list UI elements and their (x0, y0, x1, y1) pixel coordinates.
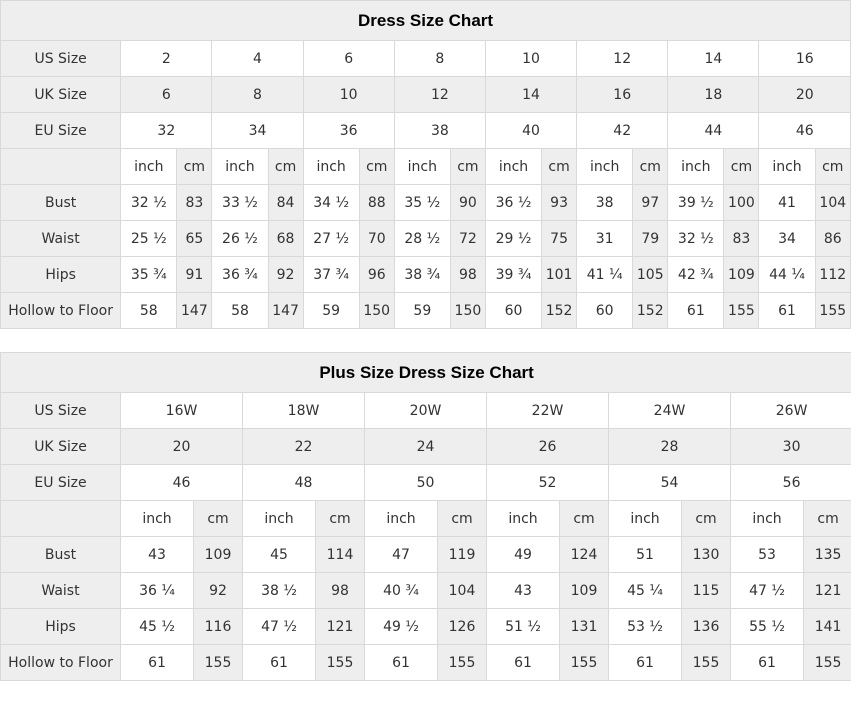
size-value-cell: 38 (394, 113, 485, 149)
size-value-cell: 6 (303, 41, 394, 77)
size-value-cell: 42 (577, 113, 668, 149)
measure-inch-cell: 25 ½ (121, 221, 177, 257)
measure-cm-cell: 121 (804, 573, 851, 609)
unit-cm-cell: cm (804, 501, 851, 537)
measure-inch-cell: 39 ¾ (485, 257, 541, 293)
row-label-cell: Hips (1, 609, 121, 645)
size-value-cell: 16W (121, 393, 243, 429)
measure-cm-cell: 92 (194, 573, 243, 609)
measure-cm-cell: 115 (682, 573, 731, 609)
measure-inch-cell: 36 ¾ (212, 257, 268, 293)
measure-inch-cell: 38 (577, 185, 633, 221)
measure-inch-cell: 51 (609, 537, 682, 573)
size-value-cell: 4 (212, 41, 303, 77)
measure-inch-cell: 61 (759, 293, 815, 329)
size-value-cell: 16 (577, 77, 668, 113)
measure-inch-cell: 40 ¾ (365, 573, 438, 609)
unit-inch-cell: inch (243, 501, 316, 537)
row-label-cell: UK Size (1, 429, 121, 465)
measure-cm-cell: 98 (450, 257, 485, 293)
size-value-cell: 22W (487, 393, 609, 429)
measure-inch-cell: 60 (577, 293, 633, 329)
measure-cm-cell: 96 (359, 257, 394, 293)
size-value-cell: 6 (121, 77, 212, 113)
row-label-cell: EU Size (1, 113, 121, 149)
measure-cm-cell: 147 (177, 293, 212, 329)
size-value-cell: 10 (485, 41, 576, 77)
measure-inch-cell: 35 ½ (394, 185, 450, 221)
measure-cm-cell: 109 (724, 257, 759, 293)
unit-inch-cell: inch (487, 501, 560, 537)
size-value-cell: 24W (609, 393, 731, 429)
measure-cm-cell: 150 (359, 293, 394, 329)
measure-cm-cell: 84 (268, 185, 303, 221)
measure-cm-cell: 91 (177, 257, 212, 293)
unit-cm-cell: cm (542, 149, 577, 185)
measure-cm-cell: 124 (560, 537, 609, 573)
row-label-cell: Hollow to Floor (1, 293, 121, 329)
measure-inch-cell: 41 ¼ (577, 257, 633, 293)
measure-cm-cell: 121 (316, 609, 365, 645)
size-value-cell: 54 (609, 465, 731, 501)
row-label-cell: Hips (1, 257, 121, 293)
unit-cm-cell: cm (633, 149, 668, 185)
size-value-cell: 20W (365, 393, 487, 429)
unit-inch-cell: inch (668, 149, 724, 185)
measure-cm-cell: 79 (633, 221, 668, 257)
measure-cm-cell: 130 (682, 537, 731, 573)
size-value-cell: 8 (394, 41, 485, 77)
measure-inch-cell: 31 (577, 221, 633, 257)
measure-inch-cell: 58 (212, 293, 268, 329)
measure-inch-cell: 41 (759, 185, 815, 221)
measure-cm-cell: 155 (804, 645, 851, 681)
row-label-cell: Hollow to Floor (1, 645, 121, 681)
measure-inch-cell: 49 (487, 537, 560, 573)
measure-inch-cell: 44 ¼ (759, 257, 815, 293)
measure-cm-cell: 100 (724, 185, 759, 221)
measure-cm-cell: 83 (724, 221, 759, 257)
unit-row-corner-cell (1, 501, 121, 537)
size-value-cell: 2 (121, 41, 212, 77)
unit-cm-cell: cm (177, 149, 212, 185)
size-value-cell: 36 (303, 113, 394, 149)
size-value-cell: 12 (577, 41, 668, 77)
measure-cm-cell: 147 (268, 293, 303, 329)
row-label-cell: Bust (1, 185, 121, 221)
measure-inch-cell: 47 ½ (243, 609, 316, 645)
measure-inch-cell: 28 ½ (394, 221, 450, 257)
measure-cm-cell: 65 (177, 221, 212, 257)
measure-inch-cell: 38 ½ (243, 573, 316, 609)
measure-inch-cell: 60 (485, 293, 541, 329)
dress-size-chart-table (0, 0, 851, 329)
size-value-cell: 46 (759, 113, 851, 149)
measure-cm-cell: 70 (359, 221, 394, 257)
row-label-cell: Waist (1, 573, 121, 609)
measure-cm-cell: 97 (633, 185, 668, 221)
measure-cm-cell: 88 (359, 185, 394, 221)
unit-inch-cell: inch (212, 149, 268, 185)
measure-inch-cell: 61 (668, 293, 724, 329)
measure-inch-cell: 61 (487, 645, 560, 681)
measure-cm-cell: 72 (450, 221, 485, 257)
unit-cm-cell: cm (194, 501, 243, 537)
chart-title: Plus Size Dress Size Chart (1, 353, 851, 393)
measure-inch-cell: 26 ½ (212, 221, 268, 257)
measure-cm-cell: 155 (724, 293, 759, 329)
measure-cm-cell: 90 (450, 185, 485, 221)
row-label-cell: US Size (1, 41, 121, 77)
measure-cm-cell: 104 (815, 185, 850, 221)
measure-inch-cell: 32 ½ (668, 221, 724, 257)
measure-inch-cell: 53 (731, 537, 804, 573)
measure-inch-cell: 43 (121, 537, 194, 573)
measure-cm-cell: 126 (438, 609, 487, 645)
size-value-cell: 30 (731, 429, 851, 465)
unit-inch-cell: inch (303, 149, 359, 185)
measure-inch-cell: 47 ½ (731, 573, 804, 609)
measure-inch-cell: 35 ¾ (121, 257, 177, 293)
measure-inch-cell: 59 (394, 293, 450, 329)
measure-cm-cell: 155 (560, 645, 609, 681)
measure-cm-cell: 104 (438, 573, 487, 609)
size-value-cell: 16 (759, 41, 851, 77)
size-value-cell: 14 (668, 41, 759, 77)
size-value-cell: 10 (303, 77, 394, 113)
measure-cm-cell: 141 (804, 609, 851, 645)
unit-inch-cell: inch (121, 149, 177, 185)
measure-cm-cell: 114 (316, 537, 365, 573)
size-value-cell: 34 (212, 113, 303, 149)
size-value-cell: 18W (243, 393, 365, 429)
measure-inch-cell: 34 ½ (303, 185, 359, 221)
size-value-cell: 14 (485, 77, 576, 113)
measure-inch-cell: 27 ½ (303, 221, 359, 257)
unit-cm-cell: cm (815, 149, 850, 185)
measure-inch-cell: 36 ½ (485, 185, 541, 221)
measure-cm-cell: 155 (194, 645, 243, 681)
unit-cm-cell: cm (724, 149, 759, 185)
measure-inch-cell: 32 ½ (121, 185, 177, 221)
measure-cm-cell: 92 (268, 257, 303, 293)
measure-inch-cell: 45 ½ (121, 609, 194, 645)
measure-inch-cell: 37 ¾ (303, 257, 359, 293)
measure-inch-cell: 61 (609, 645, 682, 681)
measure-cm-cell: 155 (316, 645, 365, 681)
unit-cm-cell: cm (359, 149, 394, 185)
row-label-cell: Bust (1, 537, 121, 573)
size-value-cell: 22 (243, 429, 365, 465)
measure-cm-cell: 150 (450, 293, 485, 329)
row-label-cell: Waist (1, 221, 121, 257)
size-value-cell: 44 (668, 113, 759, 149)
size-value-cell: 26W (731, 393, 851, 429)
measure-inch-cell: 29 ½ (485, 221, 541, 257)
measure-cm-cell: 109 (194, 537, 243, 573)
unit-cm-cell: cm (438, 501, 487, 537)
measure-inch-cell: 45 ¼ (609, 573, 682, 609)
unit-cm-cell: cm (682, 501, 731, 537)
measure-cm-cell: 152 (633, 293, 668, 329)
measure-cm-cell: 75 (542, 221, 577, 257)
measure-cm-cell: 68 (268, 221, 303, 257)
measure-inch-cell: 43 (487, 573, 560, 609)
size-value-cell: 46 (121, 465, 243, 501)
measure-inch-cell: 38 ¾ (394, 257, 450, 293)
size-value-cell: 20 (759, 77, 851, 113)
unit-inch-cell: inch (731, 501, 804, 537)
measure-inch-cell: 61 (243, 645, 316, 681)
size-value-cell: 40 (485, 113, 576, 149)
measure-cm-cell: 155 (438, 645, 487, 681)
size-value-cell: 8 (212, 77, 303, 113)
measure-cm-cell: 101 (542, 257, 577, 293)
size-value-cell: 52 (487, 465, 609, 501)
measure-inch-cell: 58 (121, 293, 177, 329)
unit-cm-cell: cm (268, 149, 303, 185)
measure-cm-cell: 109 (560, 573, 609, 609)
measure-inch-cell: 39 ½ (668, 185, 724, 221)
measure-inch-cell: 45 (243, 537, 316, 573)
measure-cm-cell: 83 (177, 185, 212, 221)
measure-cm-cell: 136 (682, 609, 731, 645)
measure-inch-cell: 42 ¾ (668, 257, 724, 293)
measure-inch-cell: 55 ½ (731, 609, 804, 645)
size-value-cell: 24 (365, 429, 487, 465)
measure-cm-cell: 116 (194, 609, 243, 645)
size-value-cell: 50 (365, 465, 487, 501)
size-value-cell: 48 (243, 465, 365, 501)
size-value-cell: 26 (487, 429, 609, 465)
size-value-cell: 18 (668, 77, 759, 113)
measure-inch-cell: 33 ½ (212, 185, 268, 221)
measure-inch-cell: 61 (731, 645, 804, 681)
chart-title: Dress Size Chart (1, 1, 851, 41)
measure-inch-cell: 34 (759, 221, 815, 257)
measure-inch-cell: 61 (121, 645, 194, 681)
measure-cm-cell: 105 (633, 257, 668, 293)
unit-inch-cell: inch (609, 501, 682, 537)
row-label-cell: UK Size (1, 77, 121, 113)
plus-size-dress-size-chart-table (0, 352, 851, 681)
row-label-cell: EU Size (1, 465, 121, 501)
measure-inch-cell: 51 ½ (487, 609, 560, 645)
size-value-cell: 32 (121, 113, 212, 149)
size-value-cell: 20 (121, 429, 243, 465)
unit-inch-cell: inch (577, 149, 633, 185)
measure-cm-cell: 152 (542, 293, 577, 329)
measure-inch-cell: 36 ¼ (121, 573, 194, 609)
measure-cm-cell: 131 (560, 609, 609, 645)
size-value-cell: 56 (731, 465, 851, 501)
measure-cm-cell: 155 (815, 293, 850, 329)
unit-cm-cell: cm (560, 501, 609, 537)
measure-cm-cell: 98 (316, 573, 365, 609)
unit-inch-cell: inch (485, 149, 541, 185)
size-value-cell: 12 (394, 77, 485, 113)
measure-inch-cell: 61 (365, 645, 438, 681)
row-label-cell: US Size (1, 393, 121, 429)
unit-cm-cell: cm (450, 149, 485, 185)
size-value-cell: 28 (609, 429, 731, 465)
measure-cm-cell: 135 (804, 537, 851, 573)
unit-inch-cell: inch (121, 501, 194, 537)
measure-inch-cell: 47 (365, 537, 438, 573)
measure-inch-cell: 59 (303, 293, 359, 329)
measure-inch-cell: 49 ½ (365, 609, 438, 645)
measure-cm-cell: 155 (682, 645, 731, 681)
unit-row-corner-cell (1, 149, 121, 185)
measure-cm-cell: 93 (542, 185, 577, 221)
measure-cm-cell: 119 (438, 537, 487, 573)
unit-inch-cell: inch (365, 501, 438, 537)
unit-inch-cell: inch (394, 149, 450, 185)
measure-cm-cell: 112 (815, 257, 850, 293)
unit-cm-cell: cm (316, 501, 365, 537)
unit-inch-cell: inch (759, 149, 815, 185)
measure-cm-cell: 86 (815, 221, 850, 257)
measure-inch-cell: 53 ½ (609, 609, 682, 645)
